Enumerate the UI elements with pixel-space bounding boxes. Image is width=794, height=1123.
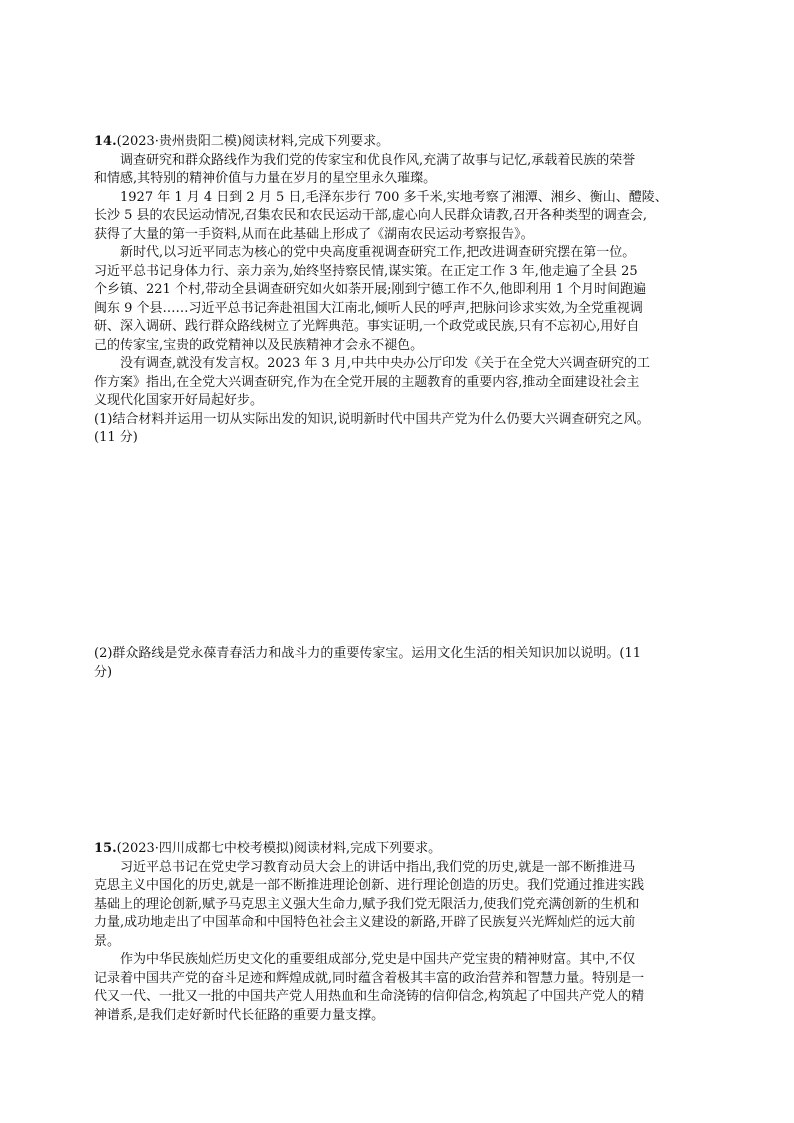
text-line: (11 分) — [94, 430, 138, 445]
sub-question-1 — [94, 411, 706, 448]
text-line: 调查研究和群众路线作为我们党的传家宝和优良作风,充满了故事与记忆,承载着民族的荣誉 — [120, 152, 636, 168]
text-line: 研、深入调研、践行群众路线树立了光辉典范。事实证明,一个政党或民族,只有不忘初心,用好自 — [94, 319, 640, 334]
text-line: 长沙 5 县的农民运动情况,召集农民和农民运动干部,虚心向人民群众请教,召开各种类型的调查会, — [94, 208, 648, 223]
text-line: 个乡镇、221 个村,带动全县调查研究如火如荼开展;刚到宁德工作不久,他即利用 1 个月时间跑遍 — [94, 282, 647, 297]
text-line: 神谱系,是我们走好新时代长征路的重要力量支撑。 — [94, 1007, 385, 1023]
text-line: 记录着中国共产党的奋斗足迹和辉煌成就,同时蕴含着极其丰富的政治营养和智慧力量。特别是一 — [94, 970, 645, 986]
answer-space-1[interactable] — [94, 450, 706, 640]
text-line: 习近平总书记在党史学习教育动员大会上的讲话中指出,我们党的历史,就是一部不断推进马 — [120, 859, 636, 875]
text-line: 作方案》指出,在全党大兴调查研究,作为在全党开展的主题教育的重要内容,推动全面建设社会主 — [94, 374, 640, 390]
question-number: 15. — [94, 841, 117, 856]
question-source: (2023·四川成都七中校考模拟)阅读材料,完成下列要求。 — [116, 841, 442, 856]
text-line: 景。 — [94, 933, 121, 949]
answer-space-2[interactable] — [94, 690, 706, 835]
question-14 — [94, 133, 706, 448]
text-line: 和情感,其特别的精神价值与力量在岁月的星空里永久璀璨。 — [94, 171, 437, 186]
question-15-header — [94, 840, 706, 859]
text-line: 习近平总书记身体力行、亲力亲为,始终坚持察民情,谋实策。在正定工作 3 年,他走遍了全县 25 — [94, 263, 638, 279]
text-line: 作为中华民族灿烂历史文化的重要组成部分,党史是中国共产党宝贵的精神财富。其中,不仅 — [120, 952, 636, 967]
text-line: (1)结合材料并运用一切从实际出发的知识,说明新时代中国共产党为什么仍要大兴调查研究之风。 — [94, 411, 650, 427]
material-paragraph-4 — [94, 355, 706, 411]
material-paragraph-1 — [94, 859, 706, 952]
material-paragraph-2 — [94, 189, 706, 245]
material-paragraph-3 — [94, 244, 706, 355]
text-line: (2)群众路线是党永葆青春活力和战斗力的重要传家宝。运用文化生活的相关知识加以说明。(11 — [94, 646, 642, 661]
material-paragraph-1 — [94, 152, 706, 189]
text-line: 己的传家宝,宝贵的政党精神以及民族精神才会永不褪色。 — [94, 337, 424, 353]
question-14-header — [94, 133, 706, 152]
question-number: 14. — [94, 134, 117, 149]
text-line: 基础上的理论创新,赋予马克思主义强大生命力,赋予我们党无限活力,使我们党充满创新的生机和 — [94, 896, 640, 912]
text-line: 1927 年 1 月 4 日到 2 月 5 日,毛泽东步行 700 多千米,实地考察了湘潭、湘乡、衡山、醴陵、 — [120, 189, 668, 205]
text-line: 分) — [94, 664, 113, 680]
text-line: 闽东 9 个县……习近平总书记奔赴祖国大江南北,倾听人民的呼声,把脉问诊求实效,为全党重视调 — [94, 300, 643, 316]
question-15 — [94, 840, 706, 1025]
text-line: 力量,成功地走出了中国革命和中国特色社会主义建设的新路,开辟了民族复兴光辉灿烂的远大前 — [94, 915, 636, 930]
sub-question-2 — [94, 645, 706, 682]
text-line: 获得了大量的第一手资料,从而在此基础上形成了《湖南农民运动考察报告》。 — [94, 226, 534, 242]
text-line: 没有调查,就没有发言权。2023 年 3 月,中共中央办公厅印发《关于在全党大兴调查研究的工 — [120, 356, 651, 371]
text-line: 代又一代、一批又一批的中国共产党人用热血和生命浇铸的信仰信念,构筑起了中国共产党人的精 — [94, 989, 645, 1004]
text-line: 义现代化国家开好局起好步。 — [94, 393, 264, 408]
text-line: 克思主义中国化的历史,就是一部不断推进理论创新、进行理论创造的历史。我们党通过推进实践 — [94, 878, 645, 893]
material-paragraph-2 — [94, 951, 706, 1025]
question-source: (2023·贵州贵阳二模)阅读材料,完成下列要求。 — [116, 134, 390, 149]
text-line: 新时代,以习近平同志为核心的党中央高度重视调查研究工作,把改进调查研究摆在第一位。 — [120, 245, 636, 260]
